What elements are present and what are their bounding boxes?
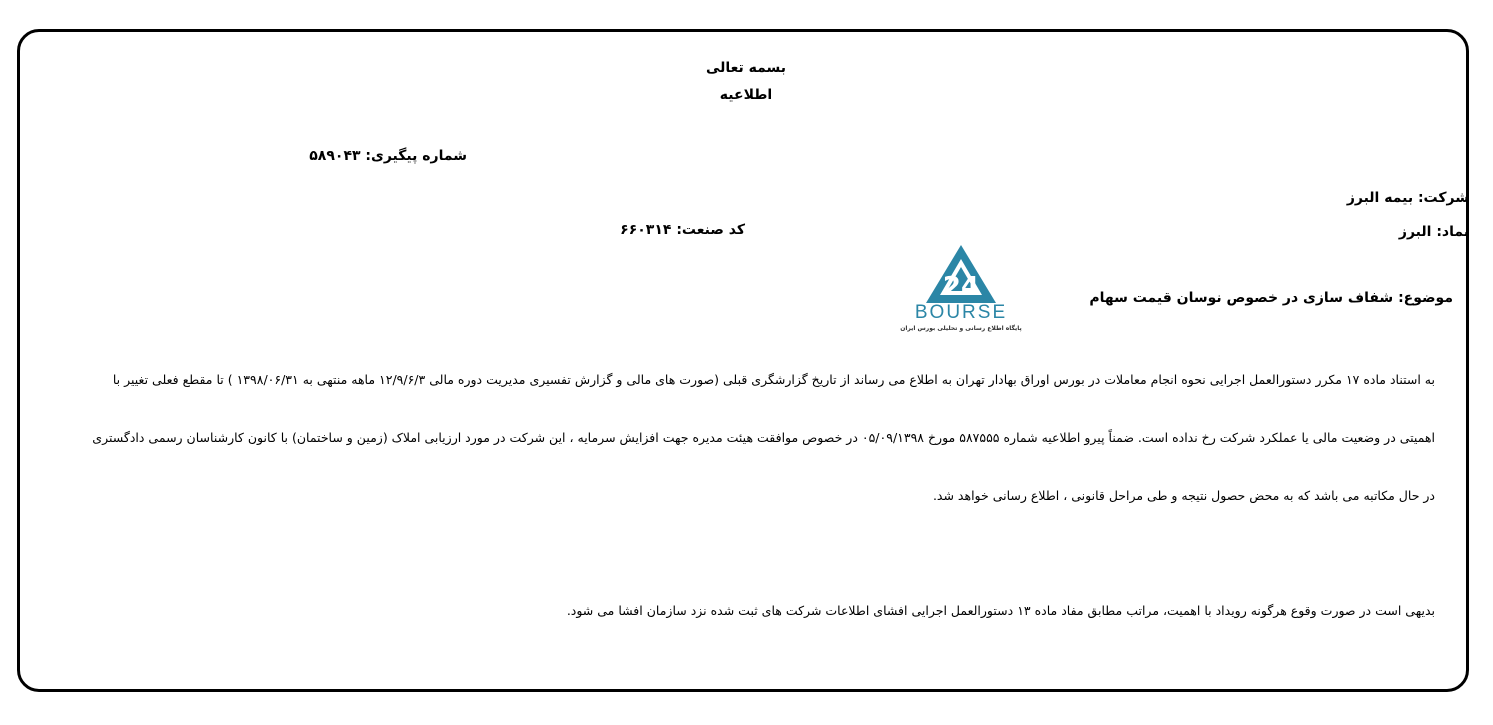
bismillah-heading: بسمه تعالی — [705, 60, 787, 76]
tracking-value: ۵۸۹۰۴۳ — [309, 148, 361, 164]
symbol-field — [1399, 224, 1469, 240]
body-line-1: به استناد ماده ۱۷ مکرر دستورالعمل اجرایی نحوه انجام معاملات در بورس اوراق بهادار تهران به اطلاع می رساند از تاریخ گزارشگری قبلی (صورت های مالی و گزارش تفسیری مدیریت دوره مالی ۱۲/۹/۶/۳ ماهه منتهی به ۱۳۹۸/۰۶/۳۱ ) تا مقطع فعلی تغییر با — [112, 372, 1435, 387]
industry-code-field — [620, 222, 745, 238]
body-line-3: در حال مکاتبه می باشد که به محض حصول نتیجه و طی مراحل قانونی ، اطلاع رسانی خواهد شد. — [932, 488, 1435, 503]
company-field — [1347, 190, 1469, 206]
logo-word: BOURSE — [914, 302, 1008, 323]
body-line-2: اهمیتی در وضعیت مالی یا عملکرد شرکت رخ نداده است. ضمناً پیرو اطلاعیه شماره ۵۸۷۵۵۵ مورخ ۰۵/۰۹/۱۳۹۸ در خصوص موافقت هیئت مدیره جهت افزایش سرمایه ، این شرکت در مورد ارزیابی املاک (زمین و ساختمان) با کانون کارشناسان رسمی دادگستری — [92, 430, 1435, 445]
bourse24-logo-graphic — [900, 243, 1022, 333]
logo-mark: 24 — [942, 272, 980, 302]
document-frame — [17, 29, 1469, 692]
tracking-label: شماره پیگیری: — [365, 148, 467, 164]
industry-code-label: کد صنعت: — [676, 222, 745, 238]
subject-label: موضوع: — [1398, 290, 1453, 306]
symbol-label: نماد: — [1436, 224, 1469, 240]
symbol-value: البرز — [1398, 224, 1432, 240]
bourse24-logo — [900, 243, 1022, 333]
subject-field — [1089, 290, 1453, 306]
company-label: شرکت: — [1417, 190, 1469, 206]
closing-statement: بدیهی است در صورت وقوع هرگونه رویداد با اهمیت، مراتب مطابق مفاد ماده ۱۳ دستورالعمل اجرایی افشای اطلاعات شرکت های ثبت شده نزد سازمان افشا می شود. — [566, 603, 1435, 618]
subject-value: شفاف سازی در خصوص نوسان قیمت سهام — [1089, 290, 1394, 306]
tracking-number — [309, 148, 467, 164]
company-value: بیمه البرز — [1346, 190, 1414, 206]
page-title: اطلاعیه — [719, 87, 773, 103]
logo-tagline: پایگاه اطلاع رسانی و تحلیلی بورس ایران — [900, 325, 1022, 332]
industry-code-value: ۶۶۰۳۱۴ — [620, 222, 672, 238]
